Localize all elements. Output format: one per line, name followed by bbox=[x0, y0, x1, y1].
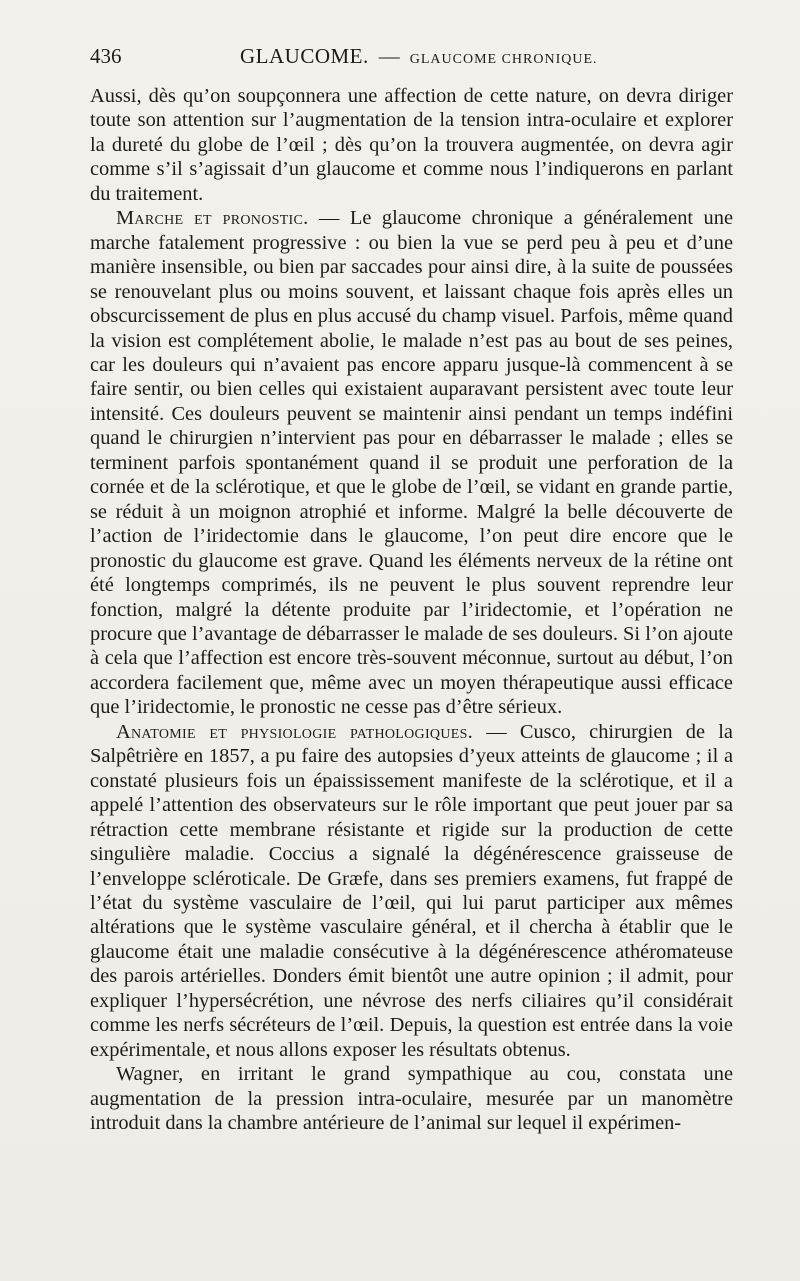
header-separator: — bbox=[378, 44, 400, 68]
section-heading-anatomie-physiologie: Anatomie et physiologie pathologiques. bbox=[116, 720, 474, 743]
paragraph-text: — Cusco, chirurgien de la Salpêtrière en 1857, a pu faire des autopsies d’yeux atteints de glaucome ; il a constaté plusieurs fois un épaississement manifeste de la sclérotique, et il a appelé l’attention des observateurs sur le rôle important que peut jouer par sa rétraction cette membrane résistante et rigide sur la production de cette singulière maladie. Coccius a signalé la dégénérescence graisseuse de l’enveloppe scléroticale. De Græfe, dans ses premiers examens, fut frappé de l’état du système vasculaire de l’œil, qui lui parut participer aux mêmes altérations que le système vasculaire général, et il chercha à établir que le glaucome était une maladie consécutive à la dégénérescence athéromateuse des parois artérielles. Donders émit bientôt une autre opinion ; il admit, pour expliquer l’hypersécrétion, une névrose des nerfs ciliaires qu’il considérait comme les nerfs sécréteurs de l’œil. Depuis, la question est entrée dans la voie expérimentale, et nous allons exposer les résultats obtenus. bbox=[90, 720, 733, 1061]
paragraph-intro bbox=[90, 84, 733, 206]
paragraph-text: Wagner, en irritant le grand sympathique au cou, constata une augmentation de la pression intra-oculaire, mesurée par un manomètre introduit dans la chambre antérieure de l’animal sur lequel il expérimen- bbox=[90, 1063, 733, 1135]
header-title: GLAUCOME. bbox=[240, 44, 369, 68]
running-header bbox=[90, 44, 735, 76]
paragraph-marche-pronostic bbox=[90, 206, 733, 720]
paragraph-anatomie-physiologie bbox=[90, 720, 733, 1062]
page-number: 436 bbox=[90, 44, 122, 68]
header-subtitle: GLAUCOME CHRONIQUE. bbox=[409, 52, 598, 67]
paragraph-wagner bbox=[90, 1062, 733, 1135]
page-body bbox=[90, 84, 733, 1135]
paragraph-text: Aussi, dès qu’on soupçonnera une affection de cette nature, on devra diriger toute son attention sur l’augmentation de la tension intra-oculaire et explorer la dureté du globe de l’œil ; dès qu’on la trouvera augmentée, on devra agir comme s’il s’agissait d’un glaucome et comme nous l’indiquerons en parlant du traitement. bbox=[90, 85, 733, 205]
paragraph-text: — Le glaucome chronique a généralement une marche fatalement progressive : ou bien la vue se perd peu à peu et d’une manière insensible, ou bien par saccades pour ainsi dire, à la suite de poussées se renouvelant plus ou moins souvent, et laissant chaque fois après elles un obscurcissement de plus en plus accusé du champ visuel. Parfois, même quand la vision est complétement abolie, le malade n’est pas au bout de ses peines, car les douleurs qui n’avaient pas encore apparu jusque-là commencent à se faire sentir, ou bien celles qui existaient auparavant persistent avec toute leur intensité. Ces douleurs peuvent se maintenir ainsi pendant un temps indéfini quand le chirurgien n’intervient pas pour en débarrasser le malade ; elles se terminent parfois spontanément quand il se produit une perforation de la cornée et de la sclérotique, et que le globe de l’œil, se vidant en grande partie, se réduit à un moignon atrophié et informe. Malgré la belle découverte de l’action de l’iridectomie dans le glaucome, l’on peut dire encore que le pronostic du glaucome est grave. Quand les éléments nerveux de la rétine ont été longtemps comprimés, ils ne peuvent le plus souvent reprendre leur fonction, malgré la détente produite par l’iridectomie, et l’opération ne procure que l’avantage de débarrasser le malade de ses douleurs. Si l’on ajoute à cela que l’affection est encore très-souvent méconnue, surtout au début, l’on accordera facilement que, même avec un moyen thérapeutique aussi efficace que l’iridectomie, le pronostic ne cesse pas d’être sérieux. bbox=[90, 207, 733, 719]
section-heading-marche-pronostic: Marche et pronostic. bbox=[116, 207, 309, 230]
